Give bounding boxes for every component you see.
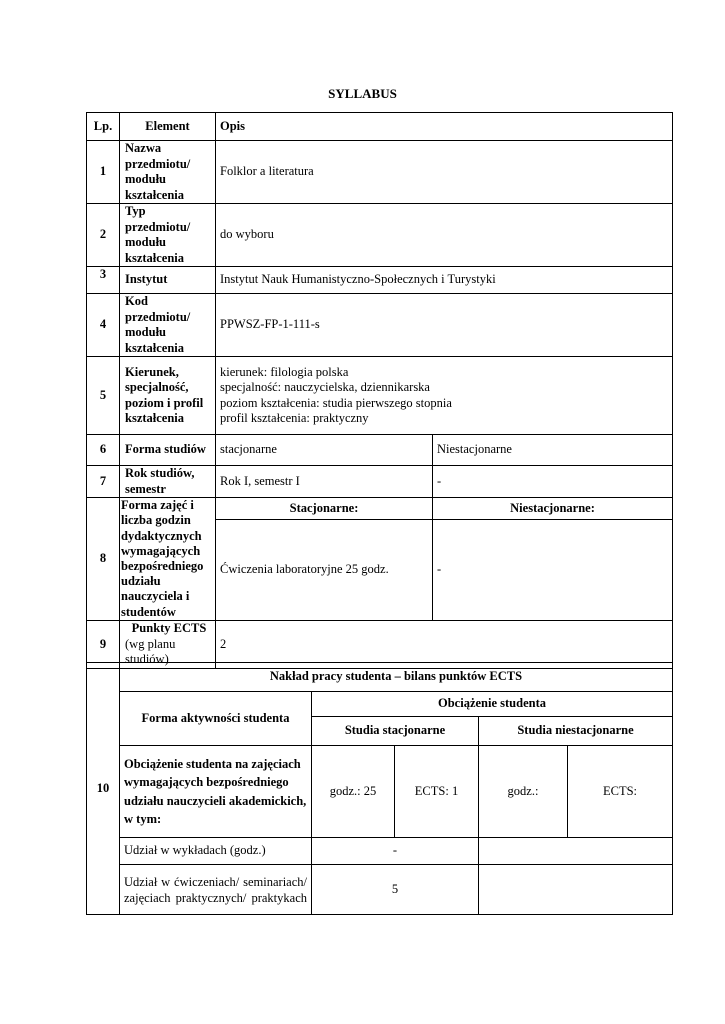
activity-header: Forma aktywności studenta	[120, 692, 312, 746]
row-label: Instytut	[120, 267, 216, 294]
header-opis: Opis	[216, 113, 673, 141]
stationary-value: -	[312, 838, 479, 865]
ects-heading: Nakład pracy studenta – bilans punktów ECTS	[120, 663, 673, 692]
nonstationary-hours: godz.:	[479, 746, 568, 838]
ects-header-row	[87, 692, 673, 717]
specialization: specjalność: nauczycielska, dziennikarska	[220, 380, 430, 394]
table-row	[87, 357, 673, 435]
row-label	[120, 621, 216, 669]
nonstationary-header: Niestacjonarne:	[433, 498, 673, 520]
ects-points-label: Punkty ECTS	[131, 621, 207, 635]
row-number: 10	[87, 663, 120, 915]
row-value-stationary: Rok I, semestr I	[216, 466, 433, 498]
activity-label: Udział w wykładach (godz.)	[120, 838, 312, 865]
education-level: poziom kształcenia: studia pierwszego stopnia	[220, 395, 452, 410]
row-value-nonstationary: -	[433, 466, 673, 498]
table-header-row	[87, 113, 673, 141]
activity-label: Obciążenie studenta na zajęciach wymagających bezpośredniego udziału nauczycieli akademickich, w tym:	[120, 746, 312, 838]
table-row	[87, 204, 673, 267]
row-label: Typ przedmiotu/ modułu kształcenia	[120, 204, 216, 267]
row-label: Forma zajęć i liczba godzin dydaktycznych wymagających bezpośredniego udziału nauczyciela i studentów	[120, 498, 216, 621]
row-value-nonstationary: Niestacjonarne	[433, 435, 673, 466]
page-title: SYLLABUS	[328, 86, 397, 101]
nonstationary-value	[479, 865, 673, 915]
row-label: Forma studiów	[120, 435, 216, 466]
stationary-value: 5	[312, 865, 479, 915]
row-label: Kierunek, specjalność, poziom i profil kształcenia	[120, 357, 216, 435]
load-header: Obciążenie studenta	[312, 692, 673, 717]
row-value: 2	[216, 621, 673, 669]
row-value: Instytut Nauk Humanistyczno-Społecznych i Turystyki	[216, 267, 673, 294]
header-element: Element	[120, 113, 216, 141]
nonstationary-value	[479, 838, 673, 865]
stationary-ects: ECTS: 1	[395, 746, 479, 838]
row-number: 4	[87, 294, 120, 357]
row-label: Nazwa przedmiotu/ modułu kształcenia	[120, 141, 216, 204]
table-row	[87, 746, 673, 838]
row-number: 1	[87, 141, 120, 204]
table-row	[87, 267, 673, 294]
row-value	[216, 357, 673, 435]
stationary-hours: godz.: 25	[312, 746, 395, 838]
table-row	[87, 838, 673, 865]
row-value-nonstationary: -	[433, 520, 673, 621]
ects-balance-table	[86, 662, 673, 915]
stationary-header: Stacjonarne:	[216, 498, 433, 520]
row-number: 5	[87, 357, 120, 435]
row-number: 7	[87, 466, 120, 498]
ects-points-note: (wg planu studiów)	[125, 636, 176, 666]
table-row	[87, 466, 673, 498]
table-row	[87, 498, 673, 520]
table-row	[87, 294, 673, 357]
row-number: 3	[87, 267, 120, 294]
row-value: PPWSZ-FP-1-111-s	[216, 294, 673, 357]
nonstationary-header: Studia niestacjonarne	[479, 717, 673, 746]
ects-heading-row	[87, 663, 673, 692]
row-label: Rok studiów, semestr	[120, 466, 216, 498]
row-number: 9	[87, 621, 120, 669]
row-number: 2	[87, 204, 120, 267]
table-row	[87, 141, 673, 204]
row-value: do wyboru	[216, 204, 673, 267]
row-label: Kod przedmiotu/ modułu kształcenia	[120, 294, 216, 357]
table-row	[87, 621, 673, 669]
stationary-header: Studia stacjonarne	[312, 717, 479, 746]
row-number: 8	[87, 498, 120, 621]
field-of-study: kierunek: filologia polska	[220, 364, 349, 379]
activity-label: Udział w ćwiczeniach/ seminariach/ zajęciach praktycznych/ praktykach	[120, 865, 312, 915]
syllabus-table	[86, 112, 673, 669]
nonstationary-ects: ECTS:	[568, 746, 673, 838]
row-value: Folklor a literatura	[216, 141, 673, 204]
table-row	[87, 865, 673, 915]
row-number: 6	[87, 435, 120, 466]
education-profile: profil kształcenia: praktyczny	[220, 411, 369, 425]
table-row	[87, 435, 673, 466]
header-lp: Lp.	[87, 113, 120, 141]
row-value-stationary: stacjonarne	[216, 435, 433, 466]
row-value-stationary: Ćwiczenia laboratoryjne 25 godz.	[216, 520, 433, 621]
